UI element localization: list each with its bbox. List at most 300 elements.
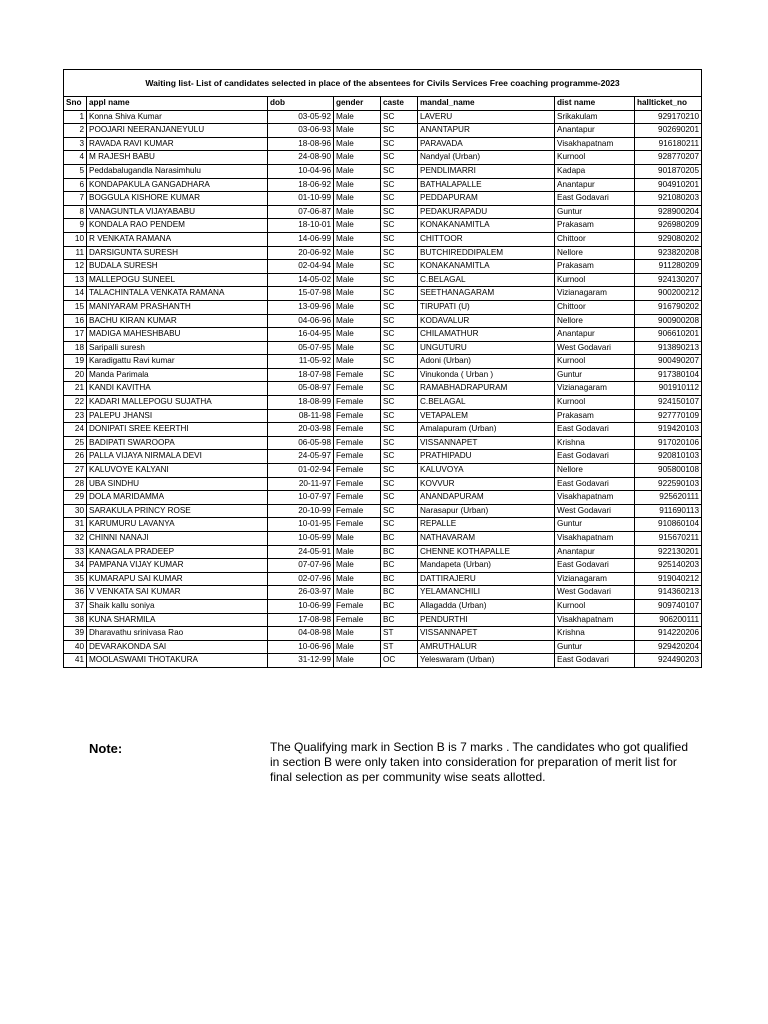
dist-name-cell: Srikakulam [555, 110, 635, 124]
table-row [64, 300, 702, 314]
caste-cell: SC [381, 124, 418, 138]
dist-name-cell: Guntur [555, 205, 635, 219]
mandal-name-cell: PENDLIMARRI [418, 164, 555, 178]
sno-cell: 19 [64, 355, 87, 369]
dist-name-cell: Vizianagaram [555, 382, 635, 396]
mandal-name-cell: RAMABHADRAPURAM [418, 382, 555, 396]
dob-cell: 15-07-98 [268, 287, 334, 301]
hallticket-no-cell: 901870205 [635, 164, 702, 178]
hallticket-no-cell: 917380104 [635, 368, 702, 382]
dob-cell: 05-08-97 [268, 382, 334, 396]
hallticket-no-cell: 909740107 [635, 599, 702, 613]
appl-name-cell: PALLA VIJAYA NIRMALA DEVI [87, 450, 268, 464]
hallticket-no-cell: 922130201 [635, 545, 702, 559]
appl-name-cell: KANDI KAVITHA [87, 382, 268, 396]
dist-name-cell: Chittoor [555, 232, 635, 246]
mandal-name-cell: CHILAMATHUR [418, 328, 555, 342]
caste-cell: SC [381, 491, 418, 505]
sno-cell: 25 [64, 436, 87, 450]
hallticket-no-cell: 925140203 [635, 559, 702, 573]
waiting-list-table [63, 69, 702, 668]
dist-name-cell: Chittoor [555, 300, 635, 314]
table-row [64, 545, 702, 559]
hallticket-no-cell: 911690113 [635, 504, 702, 518]
gender-cell: Female [334, 491, 381, 505]
dob-cell: 10-04-96 [268, 164, 334, 178]
dist-name-cell: West Godavari [555, 504, 635, 518]
dob-cell: 24-05-97 [268, 450, 334, 464]
caste-cell: SC [381, 192, 418, 206]
mandal-name-cell: PENDURTHI [418, 613, 555, 627]
caste-cell: SC [381, 355, 418, 369]
hallticket-no-cell: 919420103 [635, 423, 702, 437]
appl-name-cell: MADIGA MAHESHBABU [87, 328, 268, 342]
sno-cell: 36 [64, 586, 87, 600]
hallticket-no-cell: 916180211 [635, 137, 702, 151]
caste-cell: SC [381, 518, 418, 532]
gender-cell: Male [334, 287, 381, 301]
caste-cell: SC [381, 300, 418, 314]
hallticket-no-cell: 926980209 [635, 219, 702, 233]
gender-cell: Female [334, 368, 381, 382]
hallticket-no-cell: 923820208 [635, 246, 702, 260]
mandal-name-cell: KONAKANAMITLA [418, 219, 555, 233]
table-row [64, 654, 702, 668]
appl-name-cell: UBA SINDHU [87, 477, 268, 491]
sno-cell: 21 [64, 382, 87, 396]
mandal-name-cell: C.BELAGAL [418, 273, 555, 287]
table-row [64, 504, 702, 518]
caste-cell: SC [381, 287, 418, 301]
caste-cell: ST [381, 627, 418, 641]
sno-cell: 9 [64, 219, 87, 233]
caste-cell: OC [381, 654, 418, 668]
appl-name-cell: PALEPU JHANSI [87, 409, 268, 423]
header-row [64, 97, 702, 111]
mandal-name-cell: BATHALAPALLE [418, 178, 555, 192]
mandal-name-cell: ANANDAPURAM [418, 491, 555, 505]
mandal-name-cell: UNGUTURU [418, 341, 555, 355]
table-row [64, 436, 702, 450]
dob-cell: 05-07-95 [268, 341, 334, 355]
appl-name-cell: BOGGULA KISHORE KUMAR [87, 192, 268, 206]
appl-name-cell: VANAGUNTLA VIJAYABABU [87, 205, 268, 219]
hallticket-no-cell: 921080203 [635, 192, 702, 206]
gender-cell: Female [334, 504, 381, 518]
sno-cell: 5 [64, 164, 87, 178]
sno-cell: 6 [64, 178, 87, 192]
gender-cell: Male [334, 640, 381, 654]
gender-cell: Male [334, 355, 381, 369]
appl-name-cell: KONDALA RAO PENDEM [87, 219, 268, 233]
dob-cell: 17-08-98 [268, 613, 334, 627]
dist-name-cell: Guntur [555, 368, 635, 382]
hallticket-no-cell: 922590103 [635, 477, 702, 491]
appl-name-cell: SARAKULA PRINCY ROSE [87, 504, 268, 518]
sno-cell: 28 [64, 477, 87, 491]
mandal-name-cell: KONAKANAMITLA [418, 260, 555, 274]
sno-cell: 40 [64, 640, 87, 654]
dist-name-cell: Nellore [555, 314, 635, 328]
table-row [64, 219, 702, 233]
dob-cell: 03-05-92 [268, 110, 334, 124]
gender-cell: Male [334, 300, 381, 314]
table-row [64, 450, 702, 464]
sno-cell: 23 [64, 409, 87, 423]
dob-cell: 26-03-97 [268, 586, 334, 600]
appl-name-cell: Konna Shiva Kumar [87, 110, 268, 124]
appl-name-cell: Manda Parimala [87, 368, 268, 382]
dist-name-cell: Anantapur [555, 124, 635, 138]
gender-cell: Male [334, 532, 381, 546]
dob-cell: 20-11-97 [268, 477, 334, 491]
table-title: Waiting list- List of candidates selected in place of the absentees for Civils Services Free coaching programme-2023 [64, 70, 702, 97]
dist-name-cell: Krishna [555, 436, 635, 450]
appl-name-cell: DEVARAKONDA SAI [87, 640, 268, 654]
dob-cell: 02-07-96 [268, 572, 334, 586]
dob-cell: 16-04-95 [268, 328, 334, 342]
gender-cell: Male [334, 164, 381, 178]
table-row [64, 246, 702, 260]
appl-name-cell: KANAGALA PRADEEP [87, 545, 268, 559]
caste-cell: SC [381, 151, 418, 165]
dob-cell: 06-05-98 [268, 436, 334, 450]
gender-cell: Male [334, 586, 381, 600]
sno-cell: 20 [64, 368, 87, 382]
dist-name-cell: West Godavari [555, 341, 635, 355]
caste-cell: SC [381, 232, 418, 246]
dist-name-cell: Prakasam [555, 409, 635, 423]
appl-name-cell: KUNA SHARMILA [87, 613, 268, 627]
hallticket-no-cell: 927770109 [635, 409, 702, 423]
dist-name-cell: West Godavari [555, 586, 635, 600]
gender-cell: Male [334, 219, 381, 233]
caste-cell: BC [381, 586, 418, 600]
dist-name-cell: Kurnool [555, 151, 635, 165]
gender-cell: Female [334, 382, 381, 396]
gender-cell: Female [334, 409, 381, 423]
appl-name-cell: Saripalli suresh [87, 341, 268, 355]
mandal-name-cell: Allagadda (Urban) [418, 599, 555, 613]
caste-cell: SC [381, 137, 418, 151]
gender-cell: Male [334, 178, 381, 192]
caste-cell: SC [381, 341, 418, 355]
hallticket-no-cell: 902690201 [635, 124, 702, 138]
column-header-hallticket-no: hallticket_no [635, 97, 702, 111]
column-header-caste: caste [381, 97, 418, 111]
hallticket-no-cell: 928900204 [635, 205, 702, 219]
dist-name-cell: East Godavari [555, 477, 635, 491]
dist-name-cell: Anantapur [555, 178, 635, 192]
hallticket-no-cell: 905800108 [635, 464, 702, 478]
column-header-mandal-name: mandal_name [418, 97, 555, 111]
dob-cell: 20-03-98 [268, 423, 334, 437]
dob-cell: 11-05-92 [268, 355, 334, 369]
hallticket-no-cell: 917020106 [635, 436, 702, 450]
dob-cell: 04-06-96 [268, 314, 334, 328]
appl-name-cell: BADIPATI SWAROOPA [87, 436, 268, 450]
dob-cell: 31-12-99 [268, 654, 334, 668]
hallticket-no-cell: 924490203 [635, 654, 702, 668]
dist-name-cell: East Godavari [555, 450, 635, 464]
table-row [64, 599, 702, 613]
appl-name-cell: KALUVOYE KALYANI [87, 464, 268, 478]
table-row [64, 178, 702, 192]
gender-cell: Male [334, 545, 381, 559]
dob-cell: 18-08-99 [268, 396, 334, 410]
table-row [64, 518, 702, 532]
table-row [64, 572, 702, 586]
dist-name-cell: Vizianagaram [555, 572, 635, 586]
sno-cell: 4 [64, 151, 87, 165]
caste-cell: SC [381, 396, 418, 410]
table-row [64, 382, 702, 396]
mandal-name-cell: Nandyal (Urban) [418, 151, 555, 165]
dob-cell: 10-07-97 [268, 491, 334, 505]
dist-name-cell: Anantapur [555, 545, 635, 559]
mandal-name-cell: NATHAVARAM [418, 532, 555, 546]
dist-name-cell: Nellore [555, 246, 635, 260]
caste-cell: SC [381, 436, 418, 450]
dist-name-cell: Visakhapatnam [555, 137, 635, 151]
mandal-name-cell: AMRUTHALUR [418, 640, 555, 654]
sno-cell: 22 [64, 396, 87, 410]
mandal-name-cell: C.BELAGAL [418, 396, 555, 410]
gender-cell: Female [334, 477, 381, 491]
table-row [64, 192, 702, 206]
hallticket-no-cell: 900200212 [635, 287, 702, 301]
hallticket-no-cell: 924150107 [635, 396, 702, 410]
table-row [64, 464, 702, 478]
table-row [64, 586, 702, 600]
dist-name-cell: Kurnool [555, 396, 635, 410]
appl-name-cell: MANIYARAM PRASHANTH [87, 300, 268, 314]
dist-name-cell: Krishna [555, 627, 635, 641]
sno-cell: 31 [64, 518, 87, 532]
gender-cell: Male [334, 328, 381, 342]
sno-cell: 38 [64, 613, 87, 627]
caste-cell: SC [381, 110, 418, 124]
table-row [64, 368, 702, 382]
hallticket-no-cell: 910860104 [635, 518, 702, 532]
hallticket-no-cell: 914360213 [635, 586, 702, 600]
table-row [64, 341, 702, 355]
appl-name-cell: KUMARAPU SAI KUMAR [87, 572, 268, 586]
mandal-name-cell: VISSANNAPET [418, 627, 555, 641]
gender-cell: Female [334, 464, 381, 478]
appl-name-cell: Peddabalugandla Narasimhulu [87, 164, 268, 178]
candidate-sheet [63, 69, 701, 668]
sno-cell: 26 [64, 450, 87, 464]
mandal-name-cell: KALUVOYA [418, 464, 555, 478]
table-row [64, 205, 702, 219]
gender-cell: Female [334, 423, 381, 437]
dist-name-cell: Visakhapatnam [555, 532, 635, 546]
appl-name-cell: PAMPANA VIJAY KUMAR [87, 559, 268, 573]
table-row [64, 110, 702, 124]
table-row [64, 532, 702, 546]
gender-cell: Male [334, 124, 381, 138]
dist-name-cell: East Godavari [555, 423, 635, 437]
gender-cell: Male [334, 137, 381, 151]
caste-cell: BC [381, 572, 418, 586]
appl-name-cell: Shaik kallu soniya [87, 599, 268, 613]
hallticket-no-cell: 911280209 [635, 260, 702, 274]
table-row [64, 640, 702, 654]
sno-cell: 15 [64, 300, 87, 314]
mandal-name-cell: PEDAKURAPADU [418, 205, 555, 219]
mandal-name-cell: VETAPALEM [418, 409, 555, 423]
sno-cell: 1 [64, 110, 87, 124]
gender-cell: Male [334, 110, 381, 124]
appl-name-cell: Dharavathu srinivasa Rao [87, 627, 268, 641]
dist-name-cell: Kurnool [555, 273, 635, 287]
table-row [64, 151, 702, 165]
appl-name-cell: Karadigattu Ravi kumar [87, 355, 268, 369]
mandal-name-cell: KOVVUR [418, 477, 555, 491]
appl-name-cell: MOOLASWAMI THOTAKURA [87, 654, 268, 668]
gender-cell: Male [334, 273, 381, 287]
gender-cell: Male [334, 314, 381, 328]
caste-cell: SC [381, 246, 418, 260]
appl-name-cell: MALLEPOGU SUNEEL [87, 273, 268, 287]
appl-name-cell: KADARI MALLEPOGU SUJATHA [87, 396, 268, 410]
gender-cell: Female [334, 613, 381, 627]
dob-cell: 14-06-99 [268, 232, 334, 246]
sno-cell: 35 [64, 572, 87, 586]
dist-name-cell: Kurnool [555, 355, 635, 369]
sno-cell: 8 [64, 205, 87, 219]
caste-cell: SC [381, 382, 418, 396]
mandal-name-cell: CHITTOOR [418, 232, 555, 246]
mandal-name-cell: CHENNE KOTHAPALLE [418, 545, 555, 559]
hallticket-no-cell: 900900208 [635, 314, 702, 328]
gender-cell: Male [334, 260, 381, 274]
caste-cell: BC [381, 559, 418, 573]
mandal-name-cell: TIRUPATI (U) [418, 300, 555, 314]
gender-cell: Female [334, 518, 381, 532]
caste-cell: SC [381, 273, 418, 287]
mandal-name-cell: Narasapur (Urban) [418, 504, 555, 518]
table-row [64, 287, 702, 301]
mandal-name-cell: ANANTAPUR [418, 124, 555, 138]
caste-cell: BC [381, 532, 418, 546]
appl-name-cell: V VENKATA SAI KUMAR [87, 586, 268, 600]
mandal-name-cell: Amalapuram (Urban) [418, 423, 555, 437]
appl-name-cell: TALACHINTALA VENKATA RAMANA [87, 287, 268, 301]
dob-cell: 18-08-96 [268, 137, 334, 151]
hallticket-no-cell: 929420204 [635, 640, 702, 654]
dob-cell: 14-05-02 [268, 273, 334, 287]
caste-cell: SC [381, 178, 418, 192]
hallticket-no-cell: 925620111 [635, 491, 702, 505]
hallticket-no-cell: 920810103 [635, 450, 702, 464]
column-header-gender: gender [334, 97, 381, 111]
caste-cell: ST [381, 640, 418, 654]
column-header-sno: Sno [64, 97, 87, 111]
table-row [64, 491, 702, 505]
hallticket-no-cell: 919040212 [635, 572, 702, 586]
mandal-name-cell: Yeleswaram (Urban) [418, 654, 555, 668]
appl-name-cell: DARSIGUNTA SURESH [87, 246, 268, 260]
sno-cell: 30 [64, 504, 87, 518]
dob-cell: 18-07-98 [268, 368, 334, 382]
appl-name-cell: M RAJESH BABU [87, 151, 268, 165]
sno-cell: 24 [64, 423, 87, 437]
dist-name-cell: Kadapa [555, 164, 635, 178]
appl-name-cell: BUDALA SURESH [87, 260, 268, 274]
appl-name-cell: CHINNI NANAJI [87, 532, 268, 546]
mandal-name-cell: SEETHANAGARAM [418, 287, 555, 301]
dob-cell: 18-10-01 [268, 219, 334, 233]
dob-cell: 20-06-92 [268, 246, 334, 260]
sno-cell: 39 [64, 627, 87, 641]
gender-cell: Female [334, 450, 381, 464]
gender-cell: Male [334, 572, 381, 586]
sno-cell: 32 [64, 532, 87, 546]
caste-cell: BC [381, 545, 418, 559]
mandal-name-cell: PEDDAPURAM [418, 192, 555, 206]
note-text: The Qualifying mark in Section B is 7 marks . The candidates who got qualified in section B were only taken into consideration for preparation of merit list for final selection as per community wise seats allotted. [270, 740, 688, 784]
hallticket-no-cell: 915670211 [635, 532, 702, 546]
dob-cell: 08-11-98 [268, 409, 334, 423]
table-row [64, 260, 702, 274]
hallticket-no-cell: 913890213 [635, 341, 702, 355]
table-row [64, 477, 702, 491]
caste-cell: SC [381, 219, 418, 233]
dob-cell: 24-08-90 [268, 151, 334, 165]
table-row [64, 423, 702, 437]
dob-cell: 01-10-99 [268, 192, 334, 206]
caste-cell: SC [381, 205, 418, 219]
dob-cell: 10-05-99 [268, 532, 334, 546]
sno-cell: 41 [64, 654, 87, 668]
gender-cell: Male [334, 205, 381, 219]
sno-cell: 29 [64, 491, 87, 505]
table-row [64, 627, 702, 641]
table-row [64, 396, 702, 410]
caste-cell: SC [381, 450, 418, 464]
mandal-name-cell: LAVERU [418, 110, 555, 124]
dist-name-cell: Kurnool [555, 599, 635, 613]
sno-cell: 27 [64, 464, 87, 478]
appl-name-cell: BACHU KIRAN KUMAR [87, 314, 268, 328]
sno-cell: 16 [64, 314, 87, 328]
caste-cell: SC [381, 464, 418, 478]
dist-name-cell: East Godavari [555, 559, 635, 573]
mandal-name-cell: Adoni (Urban) [418, 355, 555, 369]
gender-cell: Female [334, 436, 381, 450]
caste-cell: BC [381, 613, 418, 627]
table-row [64, 328, 702, 342]
table-row [64, 409, 702, 423]
mandal-name-cell: YELAMANCHILI [418, 586, 555, 600]
caste-cell: SC [381, 409, 418, 423]
hallticket-no-cell: 929170210 [635, 110, 702, 124]
mandal-name-cell: PARAVADA [418, 137, 555, 151]
sno-cell: 33 [64, 545, 87, 559]
sno-cell: 10 [64, 232, 87, 246]
appl-name-cell: RAVADA RAVI KUMAR [87, 137, 268, 151]
mandal-name-cell: KODAVALUR [418, 314, 555, 328]
hallticket-no-cell: 924130207 [635, 273, 702, 287]
sno-cell: 18 [64, 341, 87, 355]
hallticket-no-cell: 916790202 [635, 300, 702, 314]
caste-cell: SC [381, 423, 418, 437]
mandal-name-cell: Vinukonda ( Urban ) [418, 368, 555, 382]
gender-cell: Male [334, 192, 381, 206]
dob-cell: 13-09-96 [268, 300, 334, 314]
